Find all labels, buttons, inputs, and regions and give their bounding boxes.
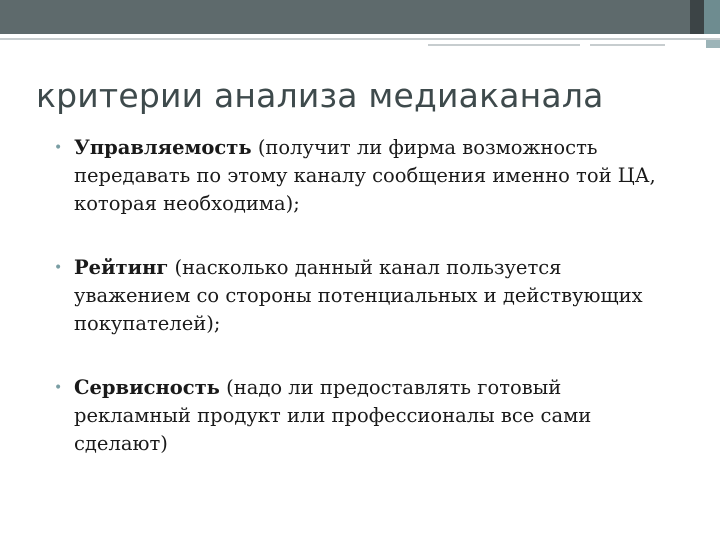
bullet-text: (надо ли предоставлять готовый рекламный продукт или профессионалы все сами сделают) bbox=[74, 376, 592, 455]
header-accent-block-small bbox=[706, 40, 720, 48]
bullet-item-rating bbox=[52, 254, 682, 338]
header-band bbox=[0, 0, 720, 34]
bullet-icon: • bbox=[54, 380, 63, 396]
bullet-text: (насколько данный канал пользуется уважением со стороны потенциальных и действующих покупателей); bbox=[74, 256, 643, 335]
slide-title: критерии анализа медиаканала bbox=[36, 76, 604, 115]
bullet-item-controllability bbox=[52, 134, 682, 218]
header-accent-line-right bbox=[590, 44, 665, 46]
bullet-icon: • bbox=[54, 260, 63, 276]
bullet-term: Сервисность bbox=[74, 376, 220, 399]
bullet-item-service bbox=[52, 374, 682, 458]
header-band-accent-block bbox=[704, 0, 720, 34]
header-accent-line-left bbox=[428, 44, 580, 46]
header-divider-line bbox=[0, 38, 720, 40]
bullet-icon: • bbox=[54, 140, 63, 156]
bullet-term: Рейтинг bbox=[74, 256, 169, 279]
bullet-text: (получит ли фирма возможность передавать по этому каналу сообщения именно той ЦА, которая необходима); bbox=[74, 136, 656, 215]
bullet-list bbox=[52, 134, 682, 458]
bullet-term: Управляемость bbox=[74, 136, 252, 159]
